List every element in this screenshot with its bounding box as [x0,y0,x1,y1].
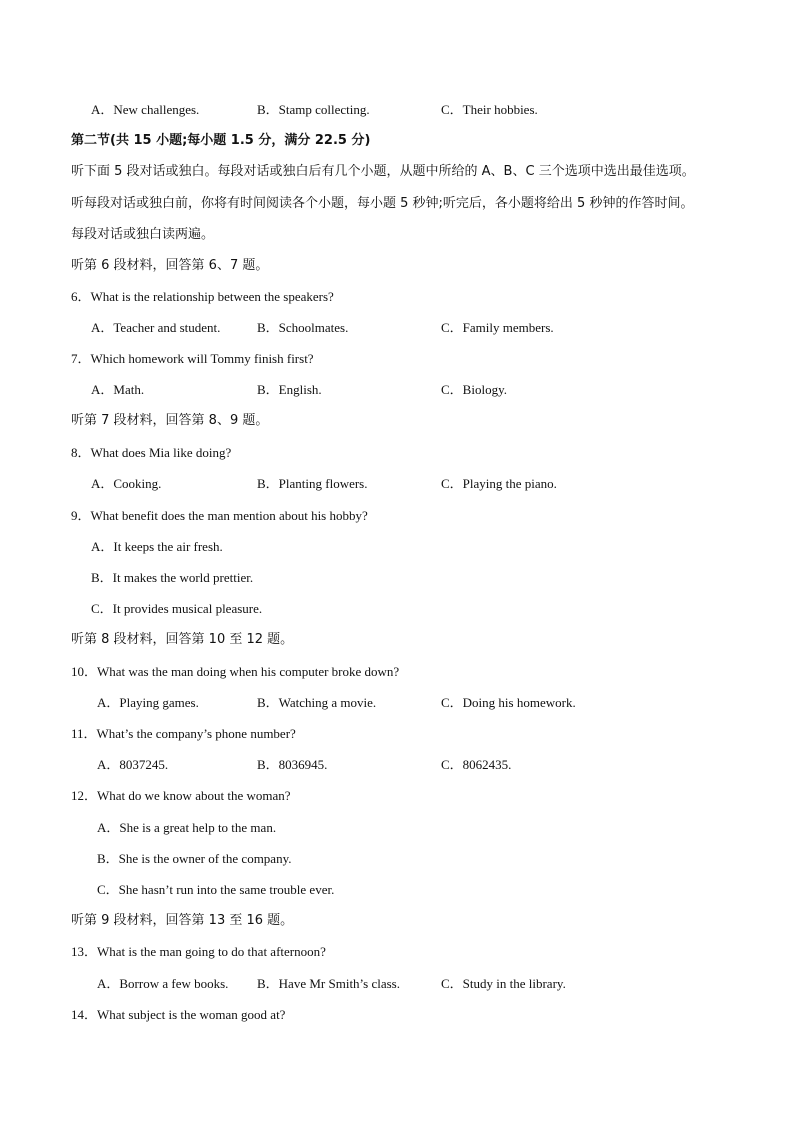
q5-option-c: C．Their hobbies. [441,102,538,117]
question-stem: 12．What do we know about the woman? [71,788,291,803]
option-c: C．Family members. [441,320,554,335]
question-stem: 7．Which homework will Tommy finish first? [71,351,314,366]
option-a: A．Teacher and student. [91,320,221,335]
option-a: A．Borrow a few books. [97,976,229,991]
option-b: B．It makes the world prettier. [91,570,254,585]
question-stem: 14．What subject is the woman good at? [71,1007,286,1022]
option-b: B．English. [257,382,322,397]
option-b: B．Watching a movie. [257,695,377,710]
material-heading: 听第 9 段材料，回答第 13 至 16 题。 [71,913,294,928]
material-heading: 听第 8 段材料，回答第 10 至 12 题。 [71,632,294,647]
question-stem: 6．What is the relationship between the speakers? [71,289,334,304]
option-a: A．She is a great help to the man. [97,820,277,835]
option-b: B．Schoolmates. [257,320,349,335]
q5-option-b: B．Stamp collecting. [257,102,370,117]
option-a: A．It keeps the air fresh. [91,539,223,554]
option-b: B．Have Mr Smith’s class. [257,976,400,991]
question-stem: 13．What is the man going to do that afternoon? [71,944,326,959]
question-stem: 9．What benefit does the man mention about his hobby? [71,508,368,523]
question-stem: 8．What does Mia like doing? [71,445,232,460]
option-c: C．She hasn’t run into the same trouble ever. [97,882,335,897]
option-c: C．Biology. [441,382,507,397]
section-heading: 第二节(共 15 小题;每小题 1.5 分，满分 22.5 分) [71,133,371,148]
material-heading: 听第 7 段材料，回答第 8、9 题。 [71,413,269,428]
option-a: A．Playing games. [97,695,199,710]
option-a: A．Math. [91,382,145,397]
option-c: C．Playing the piano. [441,476,557,491]
material-heading: 听第 6 段材料，回答第 6、7 题。 [71,258,269,273]
instruction-line: 听下面 5 段对话或独白。每段对话或独白后有几个小题，从题中所给的 A、B、C 三个选项中选出最佳选项。 [71,164,695,179]
q5-option-a: A．New challenges. [91,102,200,117]
option-b: B．She is the owner of the company. [97,851,292,866]
option-b: B．8036945. [257,757,328,772]
instruction-line: 听每段对话或独白前，你将有时间阅读各个小题，每小题 5 秒钟;听完后，各小题将给出 5 秒钟的作答时间。 [71,196,694,211]
option-c: C．It provides musical pleasure. [91,601,263,616]
option-a: A．8037245. [97,757,169,772]
question-stem: 11．What’s the company’s phone number? [71,726,296,741]
option-c: C．Study in the library. [441,976,566,991]
instruction-line: 每段对话或独白读两遍。 [71,227,215,242]
question-stem: 10．What was the man doing when his computer broke down? [71,664,400,679]
option-c: C．8062435. [441,757,512,772]
option-a: A．Cooking. [91,476,162,491]
option-c: C．Doing his homework. [441,695,576,710]
option-b: B．Planting flowers. [257,476,368,491]
